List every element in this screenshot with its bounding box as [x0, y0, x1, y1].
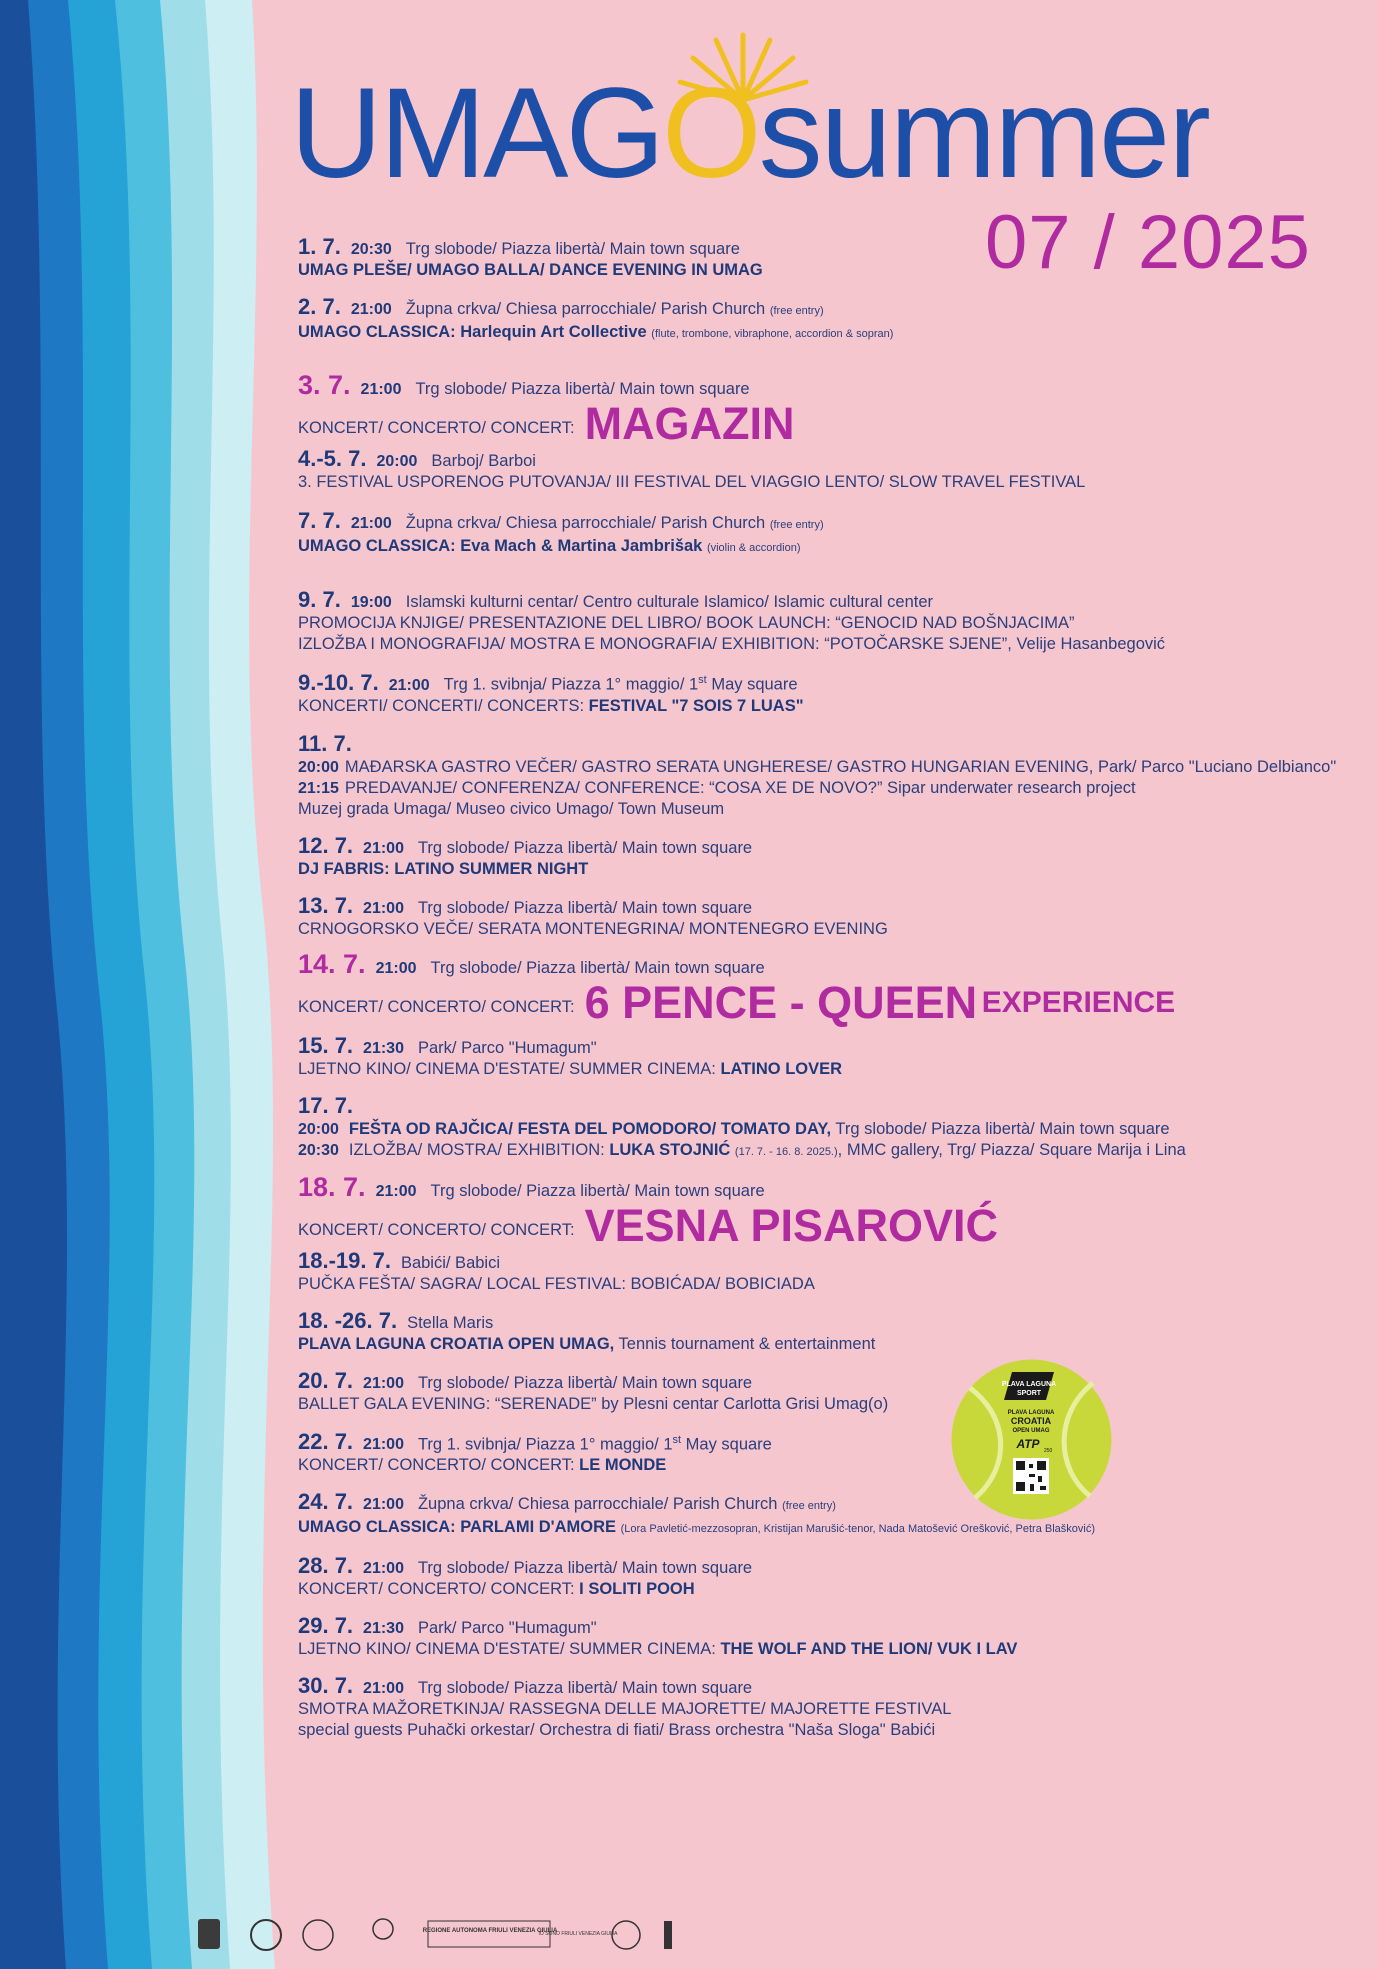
svg-text:ATP: ATP [1016, 1437, 1040, 1451]
sponsor-logos-row [198, 1915, 698, 1955]
logo-wordmark: UMAGOsummer [290, 62, 1209, 205]
istrian-logo-icon [251, 1920, 281, 1950]
event-item: 15. 7. 21:30 Park/ Parco "Humagum" LJETNO KINO/ CINEMA D'ESTATE/ SUMMER CINEMA: LATINO LOVER [298, 1032, 843, 1078]
svg-text:CROATIA: CROATIA [1010, 1416, 1052, 1426]
event-item: 4.-5. 7. 20:00 Barboj/ Barboi 3. FESTIVAL USPORENOG PUTOVANJA/ III FESTIVAL DEL VIAGGIO LENTO/ SLOW TRAVEL FESTIVAL [298, 446, 1086, 491]
event-item: 29. 7. 21:30 Park/ Parco "Humagum" LJETNO KINO/ CINEMA D'ESTATE/ SUMMER CINEMA: THE WOLF AND THE LION/ VUK I LAV [298, 1613, 1018, 1658]
union-logo-icon [664, 1921, 672, 1949]
event-item: 11. 7. 20:00 MAĐARSKA GASTRO VEČER/ GASTRO SERATA UNGHERESE/ GASTRO HUNGARIAN EVENING, Park/ Parco "Luciano Delbianco" 21:15 PREDAVANJE/ CONFERENZA/ CONFERENCE: “COSA XE DE NOVO?” Sipar underwater research project Muzej grada Umaga/ Museo civico Umago/ Town Museum [298, 730, 1337, 818]
svg-text:PLAVA LAGUNA: PLAVA LAGUNA [1001, 1381, 1057, 1388]
event-item: 7. 7. 21:00 Župna crkva/ Chiesa parrocchiale/ Parish Church (free entry) UMAGO CLASSICA: Eva Mach & Martina Jambrišak (violin & accordion) [298, 508, 824, 555]
svg-text:250: 250 [1044, 1448, 1053, 1454]
event-item: 20. 7. 21:00 Trg slobode/ Piazza libertà/ Main town square BALLET GALA EVENING: “SERENADE” by Plesni centar Carlotta Grisi Umag(o) [298, 1367, 889, 1413]
tennis-ball-qr-badge[interactable] [950, 1358, 1113, 1521]
svg-text:SPORT: SPORT [1016, 1390, 1042, 1397]
fvg-tourism-logo [539, 1931, 619, 1937]
event-item: 18. -26. 7. Stella Maris PLAVA LAGUNA CROATIA OPEN UMAG, Tennis tournament & entertainment [298, 1307, 876, 1353]
event-item: 9. 7. 19:00 Islamski kulturni centar/ Centro culturale Islamico/ Islamic cultural center PROMOCIJA KNJIGE/ PRESENTAZIONE DEL LIBRO/ BOOK LAUNCH: “GENOCID NAD BOŠNJACIMA” IZLOŽBA I MONOGRAFIJA/ MOSTRA E MONOGRAFIA/ EXHIBITION: “POTOČARSKE SJENE”, Velije Hasanbegović [298, 587, 1166, 653]
umag-logo-icon [303, 1920, 333, 1950]
event-item: 12. 7. 21:00 Trg slobode/ Piazza libertà/ Main town square DJ FABRIS: LATINO SUMMER NIGHT [298, 832, 753, 878]
event-item: 3. 7. 21:00 Trg slobode/ Piazza libertà/ Main town square KONCERT/ CONCERTO/ CONCERT: MAGAZIN [298, 370, 795, 449]
event-list [298, 236, 1358, 1741]
event-item: 17. 7. 20:00 FEŠTA OD RAJČICA/ FESTA DEL POMODORO/ TOMATO DAY, Trg slobode/ Piazza libertà/ Main town square 20:30 IZLOŽBA/ MOSTRA/ EXHIBITION: LUKA STOJNIĆ (17. 7. - 16. 8. 2025.), MMC gallery, Trg/ Piazza/ Square Marija i Lina [298, 1092, 1186, 1159]
decorative-wave-stripes [0, 0, 300, 1969]
lion-crest-icon [198, 1919, 220, 1949]
university-seal-icon [373, 1919, 393, 1939]
event-item: 18.-19. 7. Babići/ Babici PUČKA FEŠTA/ SAGRA/ LOCAL FESTIVAL: BOBIĆADA/ BOBICIADA [298, 1247, 815, 1293]
event-item: 13. 7. 21:00 Trg slobode/ Piazza libertà/ Main town square CRNOGORSKO VEČE/ SERATA MONTENEGRINA/ MONTENEGRO EVENING [298, 892, 888, 938]
svg-text:PLAVA LAGUNA: PLAVA LAGUNA [1007, 1410, 1055, 1416]
event-item: 22. 7. 21:00 Trg 1. svibnja/ Piazza 1° maggio/ 1st May square KONCERT/ CONCERTO/ CONCERT: LE MONDE [298, 1429, 772, 1474]
event-item: 14. 7. 21:00 Trg slobode/ Piazza libertà/ Main town square KONCERT/ CONCERTO/ CONCERT: 6 PENCE - QUEEN EXPERIENCE [298, 948, 1176, 1028]
event-item: 9.-10. 7. 21:00 Trg 1. svibnja/ Piazza 1° maggio/ 1st May square KONCERTI/ CONCERTI/ CONCERTS: FESTIVAL "7 SOIS 7 LUAS" [298, 669, 804, 715]
event-item: 18. 7. 21:00 Trg slobode/ Piazza libertà/ Main town square KONCERT/ CONCERTO/ CONCERT: VESNA PISAROVIĆ [298, 1171, 998, 1251]
umago-summer-logo [290, 30, 1220, 205]
svg-text:IO SONO FRIULI VENEZIA GIULIA: IO SONO FRIULI VENEZIA GIULIA [538, 1931, 618, 1937]
event-item: 28. 7. 21:00 Trg slobode/ Piazza libertà/ Main town square KONCERT/ CONCERTO/ CONCERT: I SOLITI POOH [298, 1553, 753, 1598]
svg-text:REGIONE AUTONOMA FRIULI VENEZI: REGIONE AUTONOMA FRIULI VENEZIA GIULIA [422, 1928, 558, 1934]
svg-text:OPEN UMAG: OPEN UMAG [1012, 1428, 1050, 1434]
event-item: 1. 7. 20:30 Trg slobode/ Piazza libertà/ Main town square UMAG PLEŠE/ UMAGO BALLA/ DANCE EVENING IN UMAG [298, 234, 763, 279]
event-item: 2. 7. 21:00 Župna crkva/ Chiesa parrocchiale/ Parish Church (free entry) UMAGO CLASSICA: Harlequin Art Collective (flute, trombone, vibraphone, accordion & sopran) [298, 294, 894, 341]
event-item: 30. 7. 21:00 Trg slobode/ Piazza libertà/ Main town square SMOTRA MAŽORETKINJA/ RASSEGNA DELLE MAJORETTE/ MAJORETTE FESTIVAL special guests Puhački orkestar/ Orchestra di fiati/ Brass orchestra "Naša Sloga" Babići [298, 1673, 952, 1739]
month-year-heading: 07 / 2025 [985, 200, 1311, 285]
event-item: 24. 7. 21:00 Župna crkva/ Chiesa parrocchiale/ Parish Church (free entry) UMAGO CLASSICA: PARLAMI D'AMORE (Lora Pavletić-mezzosopran, Kristijan Marušić-tenor, Nada Matošević Orešković, Petra Blašković) [298, 1489, 1096, 1536]
